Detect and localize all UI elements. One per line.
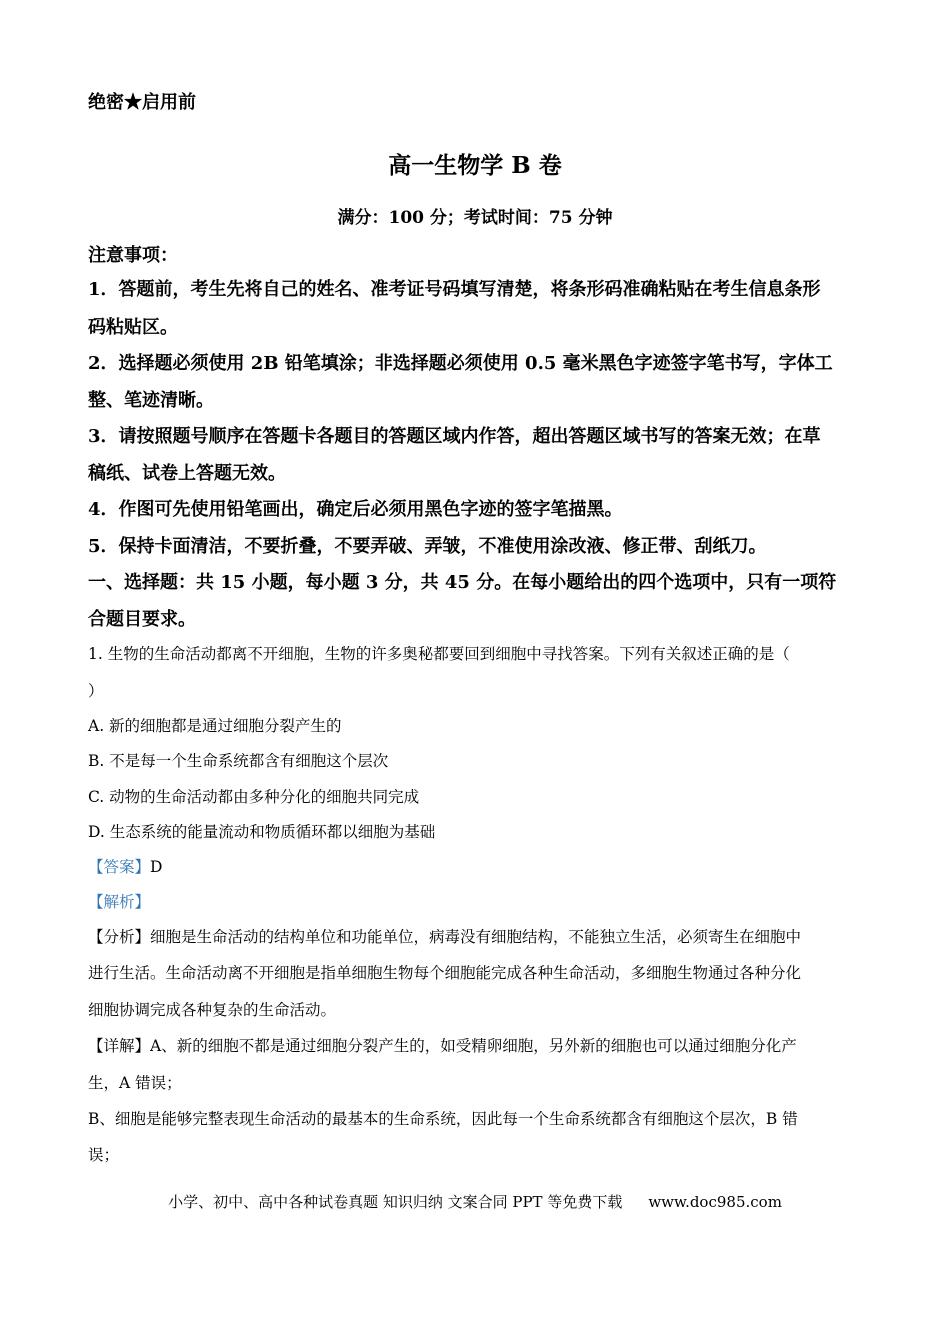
question-stem: 1. 生物的生命活动都离不开细胞，生物的许多奥秘都要回到细胞中寻找答案。下列有关叙述正确的是（ (88, 645, 790, 663)
answer-tag: 【答案】 (88, 858, 151, 876)
option-a: A. 新的细胞都是通过细胞分裂产生的 (88, 717, 342, 735)
answer-line (88, 855, 868, 877)
explanation-line: 生，A 错误； (88, 1074, 182, 1092)
note-line: 4．作图可先使用铅笔画出，确定后必须用黑色字迹的签字笔描黑。 (88, 499, 623, 520)
analysis-tag: 【解析】 (88, 893, 151, 911)
notes-heading: 注意事项： (88, 245, 178, 266)
explanation-line: 进行生活。生命活动离不开细胞是指单细胞生物每个细胞能完成各种生命活动，多细胞生物通过各种分化 (88, 964, 802, 982)
option-b: B. 不是每一个生命系统都含有细胞这个层次 (88, 752, 389, 770)
secret-label: 绝密★启用前 (88, 92, 196, 113)
note-line: 3．请按照题号顺序在答题卡各题目的答题区域内作答，超出答题区域书写的答案无效；在草 (88, 426, 821, 447)
note-line: 稿纸、试卷上答题无效。 (88, 463, 286, 484)
explanation-line: 【详解】A、新的细胞不都是通过细胞分裂产生的，如受精卵细胞，另外新的细胞也可以通过细胞分化产 (88, 1037, 797, 1055)
section-heading: 一、选择题：共 15 小题，每小题 3 分，共 45 分。在每小题给出的四个选项中，只有一项符 (88, 572, 837, 593)
option-c: C. 动物的生命活动都由多种分化的细胞共同完成 (88, 788, 420, 806)
page-footer (0, 1191, 950, 1212)
explanation-line: B、细胞是能够完整表现生命活动的最基本的生命系统，因此每一个生命系统都含有细胞这个层次，B 错 (88, 1110, 798, 1128)
explanation-line: 细胞协调完成各种复杂的生命活动。 (88, 1001, 337, 1019)
note-line: 码粘贴区。 (88, 317, 178, 338)
note-line: 1．答题前，考生先将自己的姓名、准考证号码填写清楚，将条形码准确粘贴在考生信息条形 (88, 279, 821, 300)
note-line: 整、笔迹清晰。 (88, 390, 214, 411)
answer-value: D (150, 858, 163, 876)
explanation-line: 误； (88, 1146, 120, 1164)
option-d: D. 生态系统的能量流动和物质循环都以细胞为基础 (88, 823, 436, 841)
footer-link[interactable]: www.doc985.com (648, 1193, 782, 1211)
section-heading: 合题目要求。 (88, 609, 196, 630)
exam-subtitle: 满分：100 分；考试时间：75 分钟 (337, 208, 613, 228)
note-line: 5．保持卡面清洁，不要折叠，不要弄破、弄皱，不准使用涂改液、修正带、刮纸刀。 (88, 536, 767, 557)
note-line: 2．选择题必须使用 2B 铅笔填涂；非选择题必须使用 0.5 毫米黑色字迹签字笔书写，字体工 (88, 353, 833, 374)
page-title: 高一生物学 B 卷 (388, 152, 562, 179)
explanation-line: 【分析】细胞是生命活动的结构单位和功能单位，病毒没有细胞结构，不能独立生活，必须寄生在细胞中 (88, 928, 802, 946)
question-stem: ） (88, 682, 104, 700)
footer-text: 小学、初中、高中各种试卷真题 知识归纳 文案合同 PPT 等免费下载 (168, 1193, 623, 1211)
